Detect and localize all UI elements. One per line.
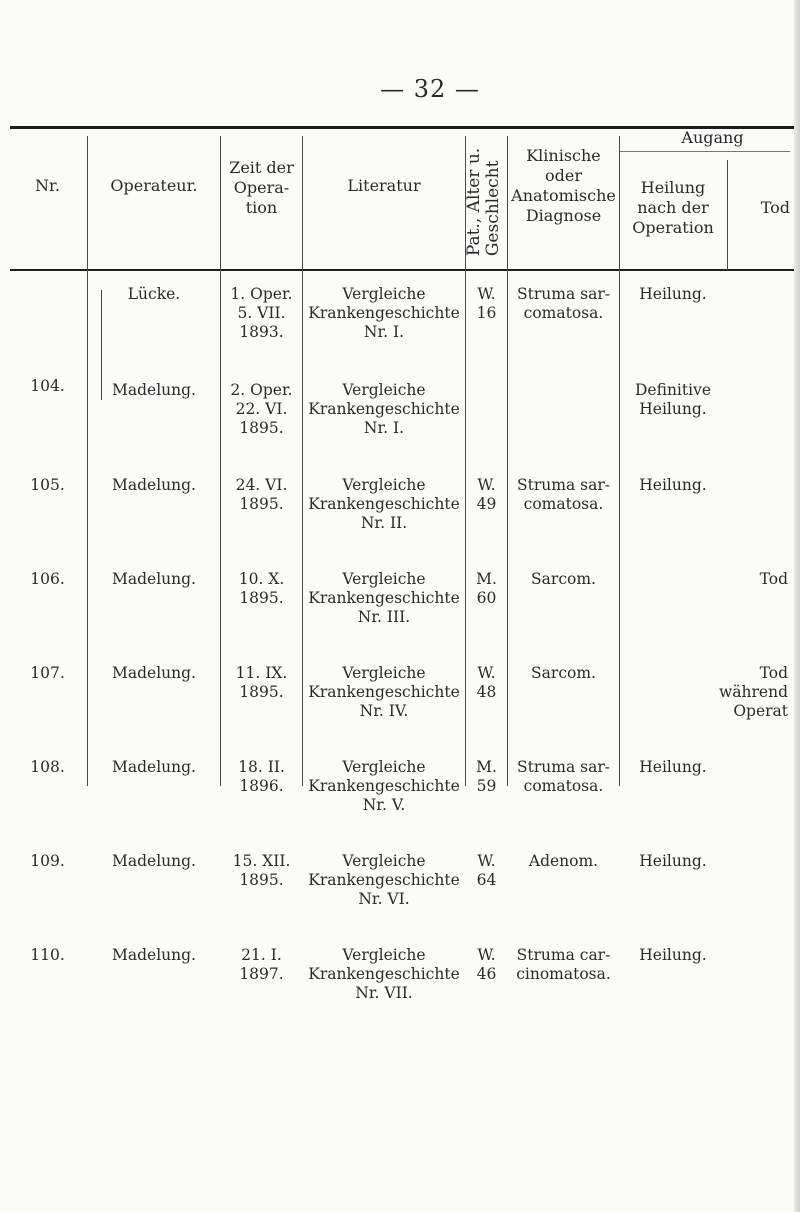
cell-nr: [10, 570, 85, 589]
cell-literatur: [303, 664, 465, 721]
cell-zeit: [221, 758, 302, 796]
cell-line: Heilung.: [639, 946, 707, 964]
cell-line: Struma sar-: [517, 476, 610, 494]
cell-operateur: [88, 664, 220, 683]
cell-line: Nr. II.: [360, 514, 408, 532]
cell-line: Krankengeschichte: [308, 304, 460, 322]
cell-line: Krankengeschichte: [308, 777, 460, 795]
cell-line: Vergleiche: [342, 381, 426, 399]
cell-nr: [10, 946, 85, 965]
cell-line: W.: [477, 285, 496, 303]
cell-line: 16: [476, 304, 497, 322]
cell-line: 46: [476, 965, 497, 983]
cell-nr: [10, 476, 85, 495]
cell-line: Nr. VII.: [355, 984, 413, 1002]
cell-line: 105.: [30, 476, 65, 494]
ausgang-rule: [620, 151, 790, 152]
cell-heilung: [620, 852, 726, 871]
cell-operateur: [88, 758, 220, 777]
cell-line: Nr. IV.: [359, 702, 409, 720]
cell-line: Madelung.: [112, 570, 196, 588]
page-number: — 32 —: [380, 75, 480, 103]
cell-literatur: [303, 852, 465, 909]
cell-line: 1895.: [239, 589, 284, 607]
cell-line: 21. I.: [241, 946, 282, 964]
cell-line: Sarcom.: [531, 664, 596, 682]
cell-line: Madelung.: [112, 381, 196, 399]
cell-line: 18. II.: [238, 758, 285, 776]
cell-line: M.: [476, 758, 497, 776]
header-operateur: Operateur.: [110, 176, 198, 195]
cell-line: Nr. VI.: [358, 890, 410, 908]
cell-line: 48: [476, 683, 497, 701]
cell-operateur: [88, 285, 220, 304]
header-nr: Nr.: [35, 176, 60, 195]
cell-line: Madelung.: [112, 852, 196, 870]
cell-operateur: [88, 381, 220, 400]
cell-zeit: [221, 946, 302, 984]
cell-diagnose: [508, 946, 619, 984]
cell-heilung: [620, 758, 726, 777]
cell-line: 108.: [30, 758, 65, 776]
cell-nr: [10, 758, 85, 777]
header-heilung: Heilung nach der Operation: [632, 178, 714, 237]
cell-pat: [466, 758, 507, 796]
cell-line: Sarcom.: [531, 570, 596, 588]
cell-line: Nr. V.: [362, 796, 406, 814]
cell-line: Madelung.: [112, 946, 196, 964]
cell-line: Krankengeschichte: [308, 683, 460, 701]
header-tod: Tod: [760, 198, 790, 217]
cell-line: 60: [476, 589, 497, 607]
cell-line: Vergleiche: [342, 285, 426, 303]
cell-line: 5. VII.: [237, 304, 286, 322]
cell-line: Definitive: [635, 381, 711, 399]
cell-line: Vergleiche: [342, 852, 426, 870]
cell-line: W.: [477, 664, 496, 682]
cell-line: 49: [476, 495, 497, 513]
cell-diagnose: [508, 570, 619, 589]
cell-line: cinomatosa.: [516, 965, 611, 983]
cell-line: Krankengeschichte: [308, 965, 460, 983]
cell-line: Vergleiche: [342, 570, 426, 588]
page-edge: [794, 0, 800, 1212]
cell-line: 1895.: [239, 419, 284, 437]
cell-operateur: [88, 570, 220, 589]
cell-line: 1893.: [239, 323, 284, 341]
cell-zeit: [221, 476, 302, 514]
cell-nr: [10, 664, 85, 683]
cell-heilung: [620, 285, 726, 304]
header-pat: Pat., Alter u. Geschlecht: [464, 147, 503, 257]
cell-line: Struma sar-: [517, 285, 610, 303]
cell-line: 59: [476, 777, 497, 795]
cell-line: 15. XII.: [232, 852, 291, 870]
cell-line: W.: [477, 946, 496, 964]
cell-tod: [700, 570, 796, 589]
column-divider: [507, 136, 508, 786]
cell-line: Nr. I.: [363, 323, 405, 341]
cell-line: 10. X.: [238, 570, 285, 588]
cell-line: W.: [477, 852, 496, 870]
header-literatur: Literatur: [347, 176, 421, 195]
cell-literatur: [303, 381, 465, 438]
cell-line: 24. VI.: [235, 476, 288, 494]
cell-operateur: [88, 852, 220, 871]
cell-line: Adenom.: [528, 852, 599, 870]
cell-line: comatosa.: [523, 304, 604, 322]
cell-line: 1896.: [239, 777, 284, 795]
cell-line: 1. Oper.: [230, 285, 293, 303]
cell-line: comatosa.: [523, 777, 604, 795]
cell-line: Tod: [759, 664, 788, 682]
cell-line: Vergleiche: [342, 476, 426, 494]
cell-line: Vergleiche: [342, 758, 426, 776]
cell-nr: [10, 377, 85, 396]
cell-line: Heilung.: [639, 758, 707, 776]
cell-line: Struma sar-: [517, 758, 610, 776]
cell-diagnose: [508, 476, 619, 514]
cell-literatur: [303, 758, 465, 815]
cell-pat: [466, 664, 507, 702]
cell-tod: [700, 664, 796, 721]
cell-diagnose: [508, 285, 619, 323]
cell-line: Heilung.: [639, 476, 707, 494]
cell-operateur: [88, 946, 220, 965]
cell-line: Struma car-: [516, 946, 611, 964]
cell-line: Heilung.: [639, 852, 707, 870]
header-ausgang: Augang: [681, 128, 744, 147]
cell-heilung: [620, 381, 726, 419]
cell-line: Madelung.: [112, 664, 196, 682]
header-klinische: Klinische oder Anatomische Diagnose: [511, 146, 616, 225]
cell-line: Krankengeschichte: [308, 495, 460, 513]
cell-zeit: [221, 285, 302, 342]
cell-line: Madelung.: [112, 476, 196, 494]
cell-diagnose: [508, 758, 619, 796]
cell-line: 64: [476, 871, 497, 889]
cell-literatur: [303, 570, 465, 627]
cell-line: Vergleiche: [342, 664, 426, 682]
cell-operateur: [88, 476, 220, 495]
cell-literatur: [303, 285, 465, 342]
cell-line: 107.: [30, 664, 65, 682]
cell-line: Heilung.: [639, 400, 707, 418]
header-zeit: Zeit der Opera- tion: [229, 158, 294, 217]
cell-line: während: [719, 683, 788, 701]
cell-line: 22. VI.: [235, 400, 288, 418]
cell-zeit: [221, 570, 302, 608]
cell-heilung: [620, 946, 726, 965]
cell-line: 1897.: [239, 965, 284, 983]
cell-pat: [466, 570, 507, 608]
cell-line: 104.: [30, 377, 65, 395]
cell-literatur: [303, 946, 465, 1003]
cell-zeit: [221, 664, 302, 702]
cell-line: Operat: [733, 702, 788, 720]
cell-line: 2. Oper.: [230, 381, 293, 399]
cell-nr: [10, 852, 85, 871]
cell-line: Vergleiche: [342, 946, 426, 964]
cell-line: 110.: [30, 946, 65, 964]
cell-diagnose: [508, 852, 619, 871]
cell-line: Heilung.: [639, 285, 707, 303]
cell-line: Krankengeschichte: [308, 871, 460, 889]
cell-line: 1895.: [239, 683, 284, 701]
cell-diagnose: [508, 664, 619, 683]
cell-line: Krankengeschichte: [308, 400, 460, 418]
cell-literatur: [303, 476, 465, 533]
cell-line: Nr. III.: [357, 608, 411, 626]
cell-pat: [466, 285, 507, 323]
header-rule: [10, 269, 795, 271]
cell-line: Tod: [759, 570, 788, 588]
cell-line: 11. IX.: [235, 664, 288, 682]
cell-line: 1895.: [239, 495, 284, 513]
column-divider: [87, 136, 88, 786]
cell-line: Nr. I.: [363, 419, 405, 437]
cell-line: Krankengeschichte: [308, 589, 460, 607]
cell-pat: [466, 852, 507, 890]
cell-line: 109.: [30, 852, 65, 870]
cell-pat: [466, 946, 507, 984]
cell-line: 1895.: [239, 871, 284, 889]
cell-line: Madelung.: [112, 758, 196, 776]
cell-zeit: [221, 852, 302, 890]
cell-line: Lücke.: [127, 285, 181, 303]
cell-line: M.: [476, 570, 497, 588]
cell-zeit: [221, 381, 302, 438]
cell-pat: [466, 476, 507, 514]
cell-line: 106.: [30, 570, 65, 588]
cell-line: comatosa.: [523, 495, 604, 513]
cell-line: W.: [477, 476, 496, 494]
cell-heilung: [620, 476, 726, 495]
